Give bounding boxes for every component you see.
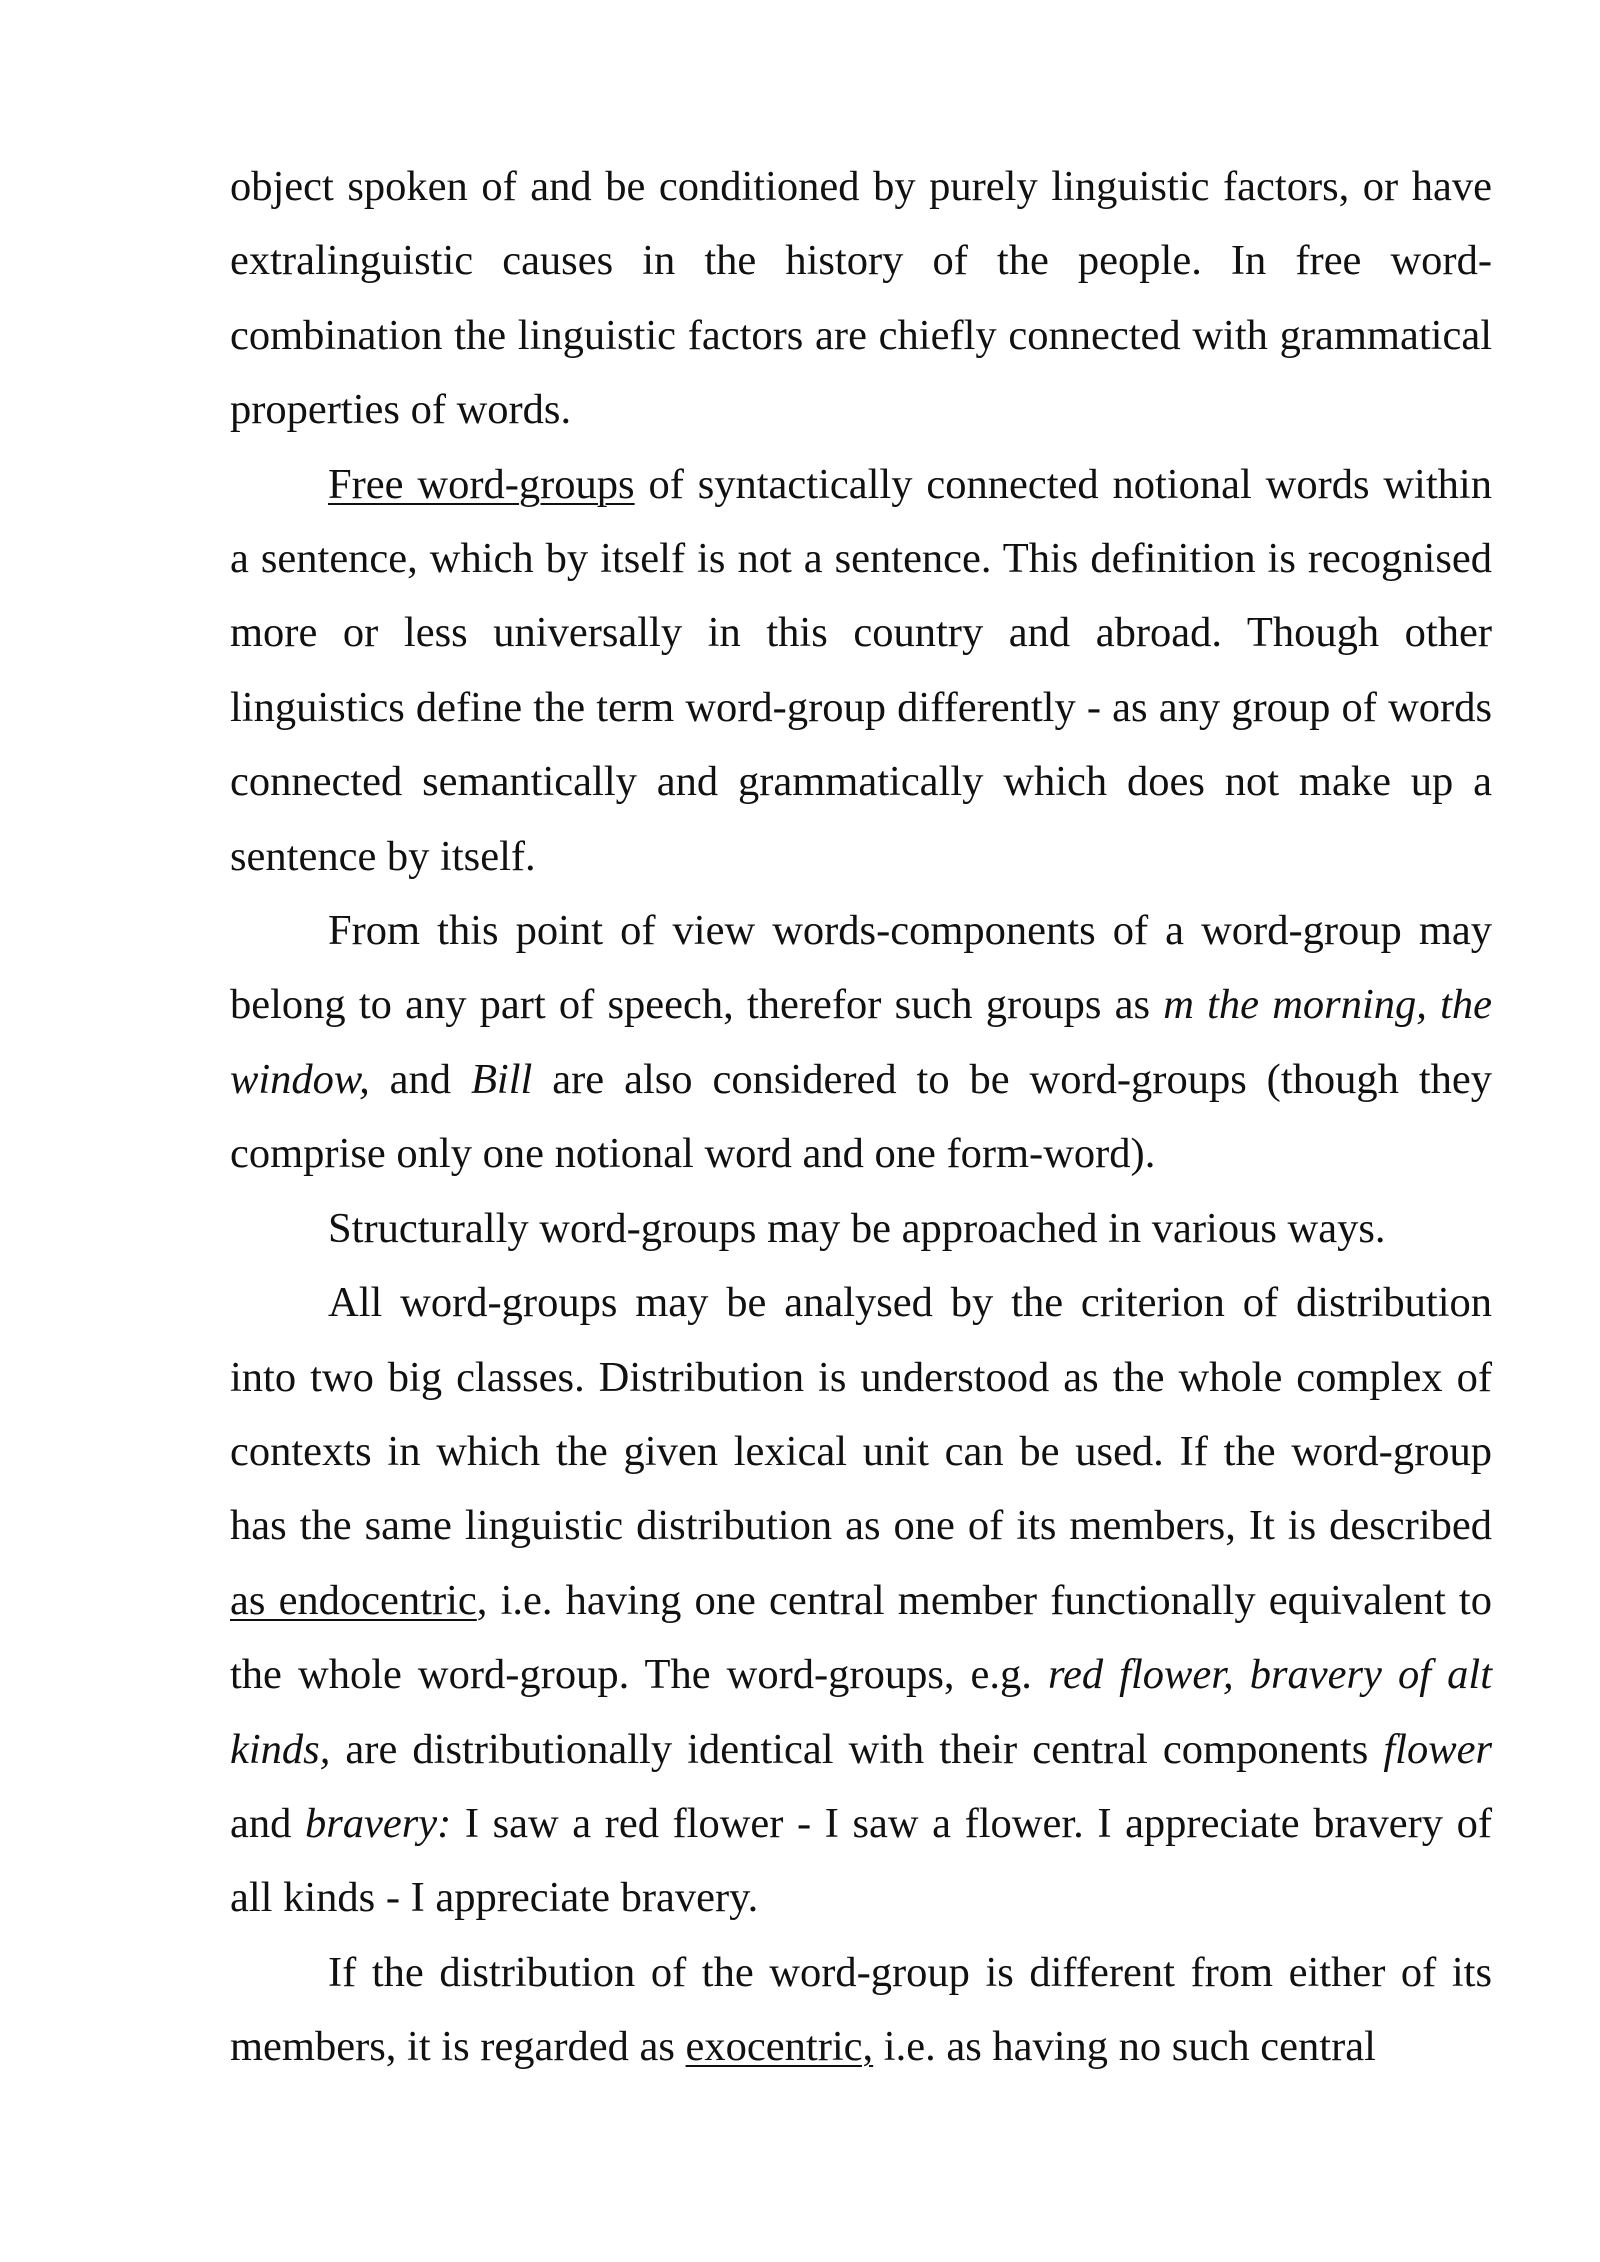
document-page: [230, 150, 1492, 2085]
italic-example: Bill: [470, 1055, 533, 1103]
paragraph-text: and: [369, 1055, 471, 1103]
paragraph-2: [230, 448, 1492, 894]
paragraph-5: [230, 1266, 1492, 1936]
paragraph-text: i.e. as having no such central: [873, 2023, 1376, 2071]
paragraph-4: [230, 1192, 1492, 1266]
paragraph-text: object spoken of and be conditioned by purely linguistic factors, or have extralinguistic causes in the history of the people. In free word-combination the linguistic factors are chiefly connected with grammatical properties of words.: [230, 163, 1492, 434]
italic-example: bravery:: [304, 1799, 452, 1847]
underlined-term-exocentric: exocentric,: [685, 2023, 874, 2071]
paragraph-1: [230, 150, 1492, 448]
italic-example: red flower, bravery of alt kinds,: [230, 1651, 1492, 1773]
paragraph-6: [230, 1936, 1492, 2085]
paragraph-text: I saw a red flower - I saw a flower. I appreciate bravery of all kinds - I appreciate bravery.: [230, 1799, 1492, 1922]
underlined-term-endocentric: as endocentric: [230, 1576, 477, 1624]
italic-example: flower: [1383, 1725, 1492, 1773]
paragraph-text: are distributionally identical with their central components: [330, 1725, 1384, 1773]
paragraph-text: Structurally word-groups may be approached in various ways.: [328, 1204, 1386, 1252]
italic-example: m the morning, the window,: [230, 981, 1492, 1103]
paragraph-text: of syntactically connected notional words within a sentence, which by itself is not a sentence. This definition is recognised more or less universally in this country and abroad. Though other linguistics define the term word-group differently - as any group of words connected semantically and grammatically which does not make up a sentence by itself.: [230, 460, 1492, 880]
paragraph-text: are also considered to be word-groups (though they comprise only one notional word and one form-word).: [230, 1055, 1492, 1178]
paragraph-text: and: [230, 1799, 305, 1847]
paragraph-text: All word-groups may be analysed by the criterion of distribution into two big classes. Distribution is understood as the whole complex of contexts in which the given lexical unit can be used. If the word-group has the same linguistic distribution as one of its members, It is described: [230, 1279, 1492, 1550]
paragraph-text: , i.e. having one central member functionally equivalent to the whole word-group. The word-groups, e.g.: [230, 1576, 1492, 1699]
paragraph-text: From this point of view words-components of a word-group may belong to any part of speech, therefor such groups as: [230, 907, 1492, 1029]
underlined-term-free-word-groups: Free word-groups: [328, 460, 635, 508]
paragraph-3: [230, 894, 1492, 1192]
paragraph-text: If the distribution of the word-group is different from either of its members, it is regarded as: [230, 1948, 1492, 2071]
